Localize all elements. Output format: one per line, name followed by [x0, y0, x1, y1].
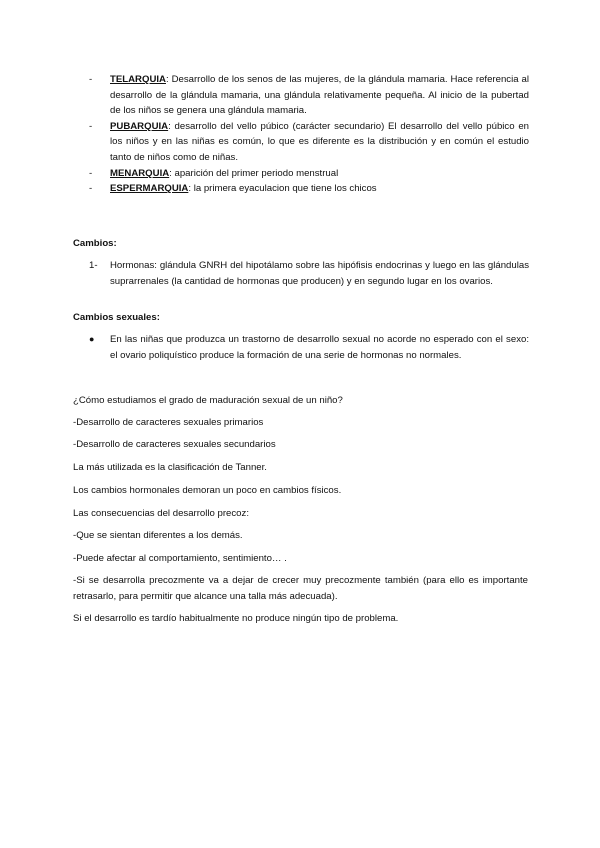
paragraph: -Si se desarrolla precozmente va a dejar de crecer muy precozmente también (para ello es importante retrasarlo, para permitir que alcance una talla más adecuada).: [73, 575, 528, 602]
definition-text: : aparición del primer periodo menstrual: [169, 167, 339, 179]
dash-marker: -: [89, 183, 93, 195]
dash-marker: -: [89, 120, 93, 132]
definition-term: ESPERMARQUIA: [110, 183, 189, 195]
paragraph: Las consecuencias del desarrollo precoz:: [73, 508, 249, 519]
paragraph: Si el desarrollo es tardío habitualmente no produce ningún tipo de problema.: [73, 613, 399, 624]
paragraph: Los cambios hormonales demoran un poco en cambios físicos.: [73, 485, 342, 496]
paragraph: La más utilizada es la clasificación de Tanner.: [73, 462, 267, 473]
dash-marker: -: [89, 74, 93, 85]
paragraph-question: ¿Cómo estudiamos el grado de maduración sexual de un niño?: [73, 395, 343, 406]
bullet-item: [89, 332, 529, 363]
bullet-item-text: En las niñas que produzca un trastorno de desarrollo sexual no acorde no esperado con el sexo: el ovario poliquístico produce la formación de una serie de hormonas no normales.: [110, 334, 529, 361]
paragraph: -Desarrollo de caracteres sexuales secundarios: [73, 439, 276, 450]
cambios-heading: Cambios:: [73, 238, 117, 249]
numbered-item-text: Hormonas: glándula GNRH del hipotálamo sobre las hipófisis endocrinas y luego en las glándulas suprarrenales (la cantidad de hormonas que producen) y en segundo lugar en los ovarios.: [110, 260, 529, 287]
definition-item: [89, 72, 529, 119]
paragraph: -Puede afectar al comportamiento, sentimiento… .: [73, 553, 287, 564]
definition-text: : la primera eyaculacion que tiene los chicos: [188, 183, 377, 195]
definition-text: : Desarrollo de los senos de las mujeres, de la glándula mamaria. Hace referencia al desarrollo de la glándula mamaria, una glándula relativamente pequeña. Al inicio de la pubertad de los niños se genera una glándula mamaria.: [110, 74, 529, 117]
definition-text: : desarrollo del vello púbico (carácter secundario) El desarrollo del vello púbico en los niños y en las niñas es común, lo que es diferente es la distribución y en común el estudio tanto de niños como de niñas.: [110, 120, 529, 163]
definition-term: TELARQUIA: [110, 74, 166, 85]
definition-term: MENARQUIA: [110, 167, 170, 179]
dash-marker: -: [89, 167, 93, 179]
definition-term: PUBARQUIA: [110, 120, 169, 132]
definition-item: [89, 181, 529, 197]
bullet-icon: ●: [89, 334, 95, 344]
numbered-item: [89, 258, 529, 289]
definition-list: [89, 72, 529, 197]
paragraph: -Que se sientan diferentes a los demás.: [73, 530, 243, 541]
definition-item: [89, 119, 529, 166]
number-marker: 1-: [89, 260, 98, 271]
definition-item: [89, 166, 529, 182]
cambios-sexuales-heading: Cambios sexuales:: [73, 312, 160, 323]
paragraph: -Desarrollo de caracteres sexuales primarios: [73, 417, 264, 428]
